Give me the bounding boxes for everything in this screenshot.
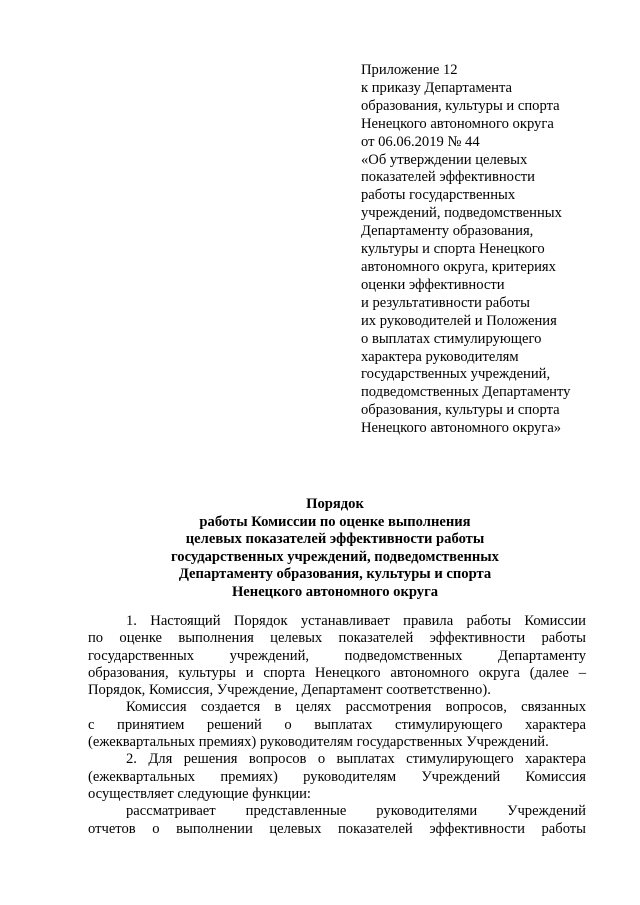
appendix-line: от 06.06.2019 № 44 — [361, 133, 480, 150]
body-line: по оценке выполнения целевых показателей эффективности работы — [88, 630, 586, 647]
appendix-line: их руководителей и Положения — [361, 312, 557, 329]
body-line: Порядок, Комиссия, Учреждение, Департамент соответственно). — [88, 682, 491, 699]
body-line: государственных учреждений, подведомственных Департаменту — [88, 647, 586, 664]
title-line: Порядок — [306, 496, 364, 512]
appendix-line: Ненецкого автономного округа» — [361, 420, 562, 437]
appendix-line: образования, культуры и спорта — [361, 97, 560, 114]
body-line: Комиссия создается в целях рассмотрения вопросов, связанных — [126, 699, 586, 716]
appendix-line: Приложение 12 — [361, 62, 458, 78]
appendix-header — [361, 62, 621, 438]
document-body — [88, 613, 586, 838]
body-line: осуществляет следующие функции: — [88, 785, 311, 802]
appendix-line: государственных учреждений, — [361, 366, 551, 383]
body-line: образования, культуры и спорта Ненецкого автономного округа (далее – — [88, 664, 586, 681]
title-line: целевых показателей эффективности работы — [185, 531, 485, 548]
appendix-line: учреждений, подведомственных — [361, 205, 562, 222]
title-line: Ненецкого автономного округа — [231, 583, 439, 600]
appendix-line: работы государственных — [361, 187, 516, 204]
title-line: Департаменту образования, культуры и спорта — [178, 566, 492, 583]
body-line: (ежеквартальных премиях) руководителям Учреждений Комиссия — [88, 768, 586, 785]
title-line: государственных учреждений, подведомственных — [171, 548, 499, 565]
body-line: 1. Настоящий Порядок устанавливает правила работы Комиссии — [126, 613, 586, 629]
body-line: с принятием решений о выплатах стимулирующего характера — [88, 716, 586, 733]
appendix-line: «Об утверждении целевых — [361, 151, 528, 168]
appendix-line: о выплатах стимулирующего — [361, 330, 542, 347]
appendix-line: Департаменту образования, — [361, 223, 534, 240]
appendix-line: культуры и спорта Ненецкого — [361, 241, 545, 258]
appendix-line: характера руководителям — [361, 348, 519, 365]
body-line: 2. Для решения вопросов о выплатах стимулирующего характера — [126, 751, 586, 768]
appendix-line: автономного округа, критериях — [361, 258, 556, 275]
appendix-line: оценки эффективности — [361, 276, 505, 293]
document-title — [80, 496, 590, 602]
body-line: (ежеквартальных премиях) руководителям государственных Учреждений. — [88, 734, 549, 751]
body-line: отчетов о выполнении целевых показателей эффективности работы — [88, 820, 586, 837]
body-line: рассматривает представленные руководителями Учреждений — [126, 803, 586, 820]
appendix-line: образования, культуры и спорта — [361, 402, 560, 419]
appendix-line: к приказу Департамента — [361, 79, 512, 96]
title-line: работы Комиссии по оценке выполнения — [199, 513, 471, 530]
appendix-line: и результативности работы — [361, 294, 530, 311]
appendix-line: подведомственных Департаменту — [361, 384, 571, 401]
appendix-line: Ненецкого автономного округа — [361, 115, 554, 132]
appendix-line: показателей эффективности — [361, 169, 535, 186]
